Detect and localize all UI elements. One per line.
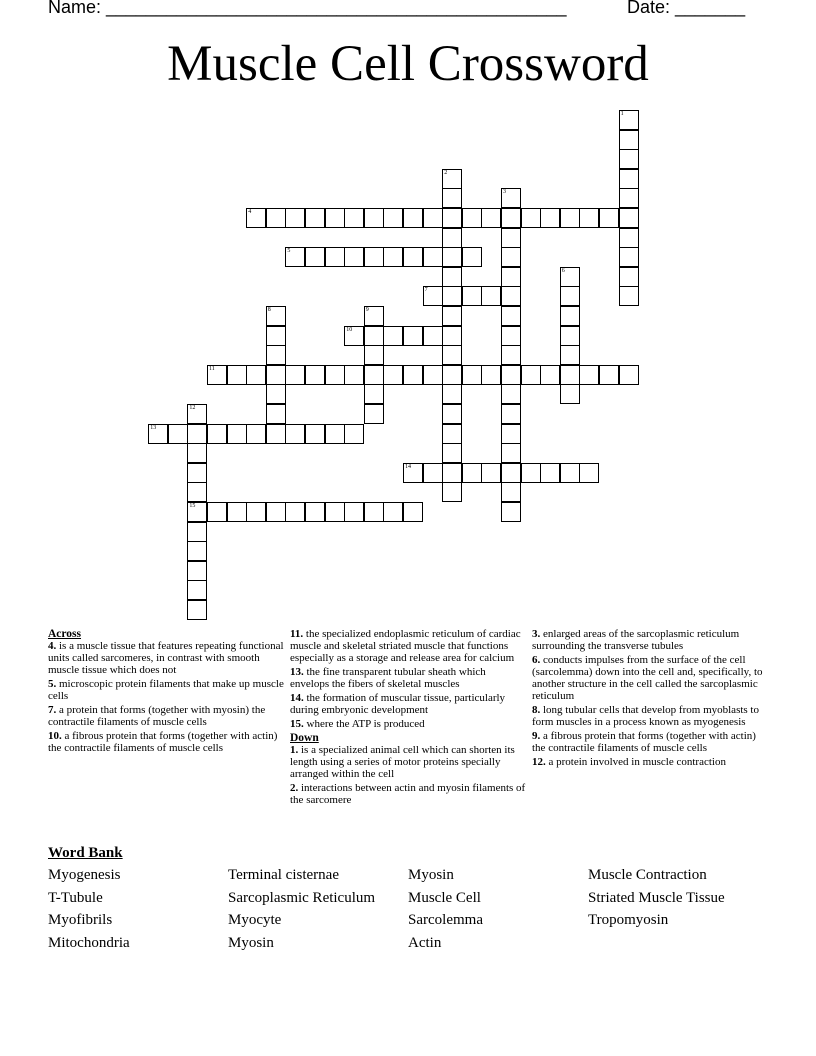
crossword-cell[interactable]	[305, 502, 325, 522]
crossword-cell[interactable]	[442, 306, 462, 326]
crossword-cell[interactable]	[619, 208, 639, 228]
crossword-cell[interactable]	[501, 188, 521, 208]
crossword-cell[interactable]	[207, 502, 227, 522]
crossword-cell[interactable]	[462, 463, 482, 483]
clue-across-4: 4. is a muscle tissue that features repeating functional units called sarcomeres, in contrast with smooth muscle tissue which does not	[48, 640, 284, 676]
crossword-cell[interactable]	[560, 326, 580, 346]
crossword-cell[interactable]	[403, 463, 423, 483]
crossword-cell[interactable]	[403, 365, 423, 385]
crossword-cell[interactable]	[305, 208, 325, 228]
word-bank-item: Myosin	[408, 867, 454, 883]
crossword-cell[interactable]	[501, 482, 521, 502]
crossword-cell[interactable]	[246, 208, 266, 228]
crossword-cell[interactable]	[344, 326, 364, 346]
crossword-cell[interactable]	[423, 326, 443, 346]
cell-number: 13	[150, 424, 157, 431]
crossword-cell[interactable]	[325, 424, 345, 444]
crossword-cell[interactable]	[207, 424, 227, 444]
crossword-cell[interactable]	[619, 149, 639, 169]
crossword-cell[interactable]	[285, 247, 305, 267]
clue-across-15: 15. where the ATP is produced	[290, 718, 425, 730]
crossword-cell[interactable]	[207, 365, 227, 385]
crossword-cell[interactable]	[187, 561, 207, 581]
crossword-cell[interactable]	[501, 286, 521, 306]
crossword-cell[interactable]	[442, 267, 462, 287]
word-bank-item: Muscle Contraction	[588, 867, 707, 883]
crossword-cell[interactable]	[403, 502, 423, 522]
crossword-cell[interactable]	[266, 345, 286, 365]
crossword-cell[interactable]	[266, 502, 286, 522]
crossword-cell[interactable]	[383, 326, 403, 346]
crossword-cell[interactable]	[266, 424, 286, 444]
date-field-label: Date: _______	[627, 0, 746, 17]
word-bank-item: Myosin	[228, 935, 274, 951]
crossword-cell[interactable]	[423, 208, 443, 228]
cell-number: 10	[346, 326, 353, 333]
crossword-cell[interactable]	[501, 345, 521, 365]
crossword-cell[interactable]	[481, 365, 501, 385]
cell-number: 8	[267, 307, 271, 313]
crossword-cell[interactable]	[619, 365, 639, 385]
crossword-cell[interactable]	[403, 326, 423, 346]
clue-down-3: 3. enlarged areas of the sarcoplasmic reticulum surrounding the transverse tubules	[532, 628, 740, 652]
crossword-cell[interactable]	[599, 208, 619, 228]
crossword-cell[interactable]	[423, 286, 443, 306]
crossword-cell[interactable]	[423, 247, 443, 267]
crossword-cell[interactable]	[344, 247, 364, 267]
clue-across-13: 13. the fine transparent tubular sheath which envelops the fibers of skeletal muscles	[290, 666, 486, 690]
crossword-cell[interactable]	[364, 306, 384, 326]
crossword-cell[interactable]	[364, 208, 384, 228]
crossword-cell[interactable]	[344, 208, 364, 228]
crossword-cell[interactable]	[305, 424, 325, 444]
clue-down-12: 12. a protein involved in muscle contraction	[532, 756, 726, 768]
crossword-cell[interactable]	[305, 365, 325, 385]
clues-column-1	[48, 628, 284, 756]
crossword-cell[interactable]	[481, 208, 501, 228]
cell-number: 2	[444, 169, 448, 176]
crossword-cell[interactable]	[599, 365, 619, 385]
word-bank-item: Sarcolemma	[408, 912, 483, 928]
crossword-cell[interactable]	[579, 208, 599, 228]
crossword-cell[interactable]	[227, 502, 247, 522]
clue-across-5: 5. microscopic protein filaments that make up muscle cells	[48, 678, 284, 702]
crossword-cell[interactable]	[540, 208, 560, 228]
crossword-cell[interactable]	[423, 365, 443, 385]
crossword-cell[interactable]	[521, 463, 541, 483]
crossword-cell[interactable]	[187, 443, 207, 463]
crossword-cell[interactable]	[521, 208, 541, 228]
across-heading: Across	[48, 628, 82, 640]
clue-across-10: 10. a fibrous protein that forms (together with actin) the contractile filaments of muscle cells	[48, 730, 278, 754]
crossword-cell[interactable]	[619, 130, 639, 150]
crossword-cell[interactable]	[560, 286, 580, 306]
crossword-cell[interactable]	[187, 541, 207, 561]
crossword-cell[interactable]	[442, 208, 462, 228]
word-bank-item: T-Tubule	[48, 890, 103, 906]
crossword-cell[interactable]	[619, 169, 639, 189]
crossword-cell[interactable]	[364, 326, 384, 346]
crossword-cell[interactable]	[619, 188, 639, 208]
crossword-cell[interactable]	[344, 424, 364, 444]
crossword-cell[interactable]	[481, 463, 501, 483]
crossword-cell[interactable]	[364, 345, 384, 365]
clues-column-3	[532, 628, 768, 770]
cell-number: 6	[561, 267, 565, 274]
crossword-cell[interactable]	[462, 208, 482, 228]
crossword-cell[interactable]	[383, 365, 403, 385]
crossword-cell[interactable]	[462, 247, 482, 267]
crossword-cell[interactable]	[266, 404, 286, 424]
cell-number: 9	[365, 307, 369, 313]
crossword-cell[interactable]	[266, 306, 286, 326]
crossword-cell[interactable]	[501, 326, 521, 346]
crossword-cell[interactable]	[442, 169, 462, 189]
crossword-cell[interactable]	[325, 502, 345, 522]
cell-number: 1	[620, 111, 624, 117]
word-bank-item: Sarcoplasmic Reticulum	[228, 890, 376, 906]
crossword-cell[interactable]	[481, 286, 501, 306]
clue-across-11: 11. the specialized endoplasmic reticulum of cardiac muscle and skeletal striated muscle that functions especially as a storage and release area for calcium	[290, 628, 521, 664]
crossword-cell[interactable]	[501, 208, 521, 228]
crossword-cell[interactable]	[560, 345, 580, 365]
crossword-cell[interactable]	[521, 365, 541, 385]
crossword-cell[interactable]	[364, 247, 384, 267]
crossword-cell[interactable]	[442, 424, 462, 444]
word-bank-item: Myocyte	[228, 912, 282, 928]
crossword-cell[interactable]	[266, 365, 286, 385]
crossword-cell[interactable]	[442, 482, 462, 502]
crossword-cell[interactable]	[364, 502, 384, 522]
crossword-cell[interactable]	[344, 365, 364, 385]
crossword-cell[interactable]	[501, 404, 521, 424]
crossword-cell[interactable]	[501, 463, 521, 483]
crossword-cell[interactable]	[442, 404, 462, 424]
crossword-cell[interactable]	[442, 384, 462, 404]
crossword-cell[interactable]	[560, 463, 580, 483]
word-bank-item: Myofibrils	[48, 912, 113, 928]
crossword-cell[interactable]	[442, 326, 462, 346]
cell-number: 7	[424, 287, 428, 294]
crossword-cell[interactable]	[325, 247, 345, 267]
crossword-cell[interactable]	[187, 580, 207, 600]
name-field-label: Name: ______________________________________________	[48, 0, 567, 17]
crossword-cell[interactable]	[148, 424, 168, 444]
word-bank-item: Striated Muscle Tissue	[588, 890, 725, 906]
crossword-cell[interactable]	[246, 424, 266, 444]
crossword-cell[interactable]	[442, 443, 462, 463]
clue-down-9: 9. a fibrous protein that forms (together with actin) the contractile filaments of muscle cells	[532, 730, 756, 754]
crossword-cell[interactable]	[442, 188, 462, 208]
crossword-cell[interactable]	[364, 404, 384, 424]
crossword-cell[interactable]	[501, 384, 521, 404]
crossword-cell[interactable]	[462, 286, 482, 306]
crossword-cell[interactable]	[285, 365, 305, 385]
clue-down-6: 6. conducts impulses from the surface of the cell (sarcolemma) down into the cell and, specifically, to another structure in the cell called the sarcoplasmic reticulum	[532, 654, 763, 702]
crossword-cell[interactable]	[266, 208, 286, 228]
clues-column-2	[290, 628, 526, 808]
crossword-cell[interactable]	[227, 424, 247, 444]
crossword-cell[interactable]	[501, 365, 521, 385]
crossword-cell[interactable]	[501, 502, 521, 522]
crossword-cell[interactable]	[442, 247, 462, 267]
crossword-cell[interactable]	[246, 502, 266, 522]
word-bank-item: Mitochondria	[48, 935, 130, 951]
crossword-cell[interactable]	[325, 365, 345, 385]
crossword-cell[interactable]	[560, 208, 580, 228]
crossword-cell[interactable]	[285, 208, 305, 228]
clue-down-2: 2. interactions between actin and myosin filaments of the sarcomere	[290, 782, 526, 806]
crossword-cell[interactable]	[501, 443, 521, 463]
crossword-cell[interactable]	[442, 345, 462, 365]
crossword-cell[interactable]	[579, 365, 599, 385]
crossword-cell[interactable]	[442, 365, 462, 385]
word-bank-title: Word Bank	[48, 845, 123, 861]
clue-down-8: 8. long tubular cells that develop from myoblasts to form muscles in a process known as myogenesis	[532, 704, 759, 728]
crossword-cell[interactable]	[619, 110, 639, 130]
clue-down-1: 1. is a specialized animal cell which can shorten its length using a series of motor proteins specially arranged within the cell	[290, 744, 515, 780]
crossword-cell[interactable]	[442, 228, 462, 248]
word-bank-item: Myogenesis	[48, 867, 121, 883]
crossword-cell[interactable]	[619, 247, 639, 267]
crossword-cell[interactable]	[501, 424, 521, 444]
crossword-cell[interactable]	[560, 306, 580, 326]
crossword-cell[interactable]	[579, 463, 599, 483]
word-bank-item: Muscle Cell	[408, 890, 481, 906]
clue-across-7: 7. a protein that forms (together with myosin) the contractile filaments of muscle cells	[48, 704, 266, 728]
crossword-cell[interactable]	[423, 463, 443, 483]
crossword-cell[interactable]	[266, 384, 286, 404]
crossword-cell[interactable]	[187, 463, 207, 483]
crossword-cell[interactable]	[227, 365, 247, 385]
crossword-cell[interactable]	[285, 424, 305, 444]
crossword-cell[interactable]	[305, 247, 325, 267]
crossword-cell[interactable]	[403, 208, 423, 228]
word-bank-item: Terminal cisternae	[228, 867, 339, 883]
cell-number: 14	[405, 463, 411, 470]
crossword-cell[interactable]	[325, 208, 345, 228]
crossword-cell[interactable]	[442, 463, 462, 483]
crossword-cell[interactable]	[187, 502, 207, 522]
crossword-cell[interactable]	[501, 228, 521, 248]
down-heading: Down	[290, 732, 319, 744]
crossword-cell[interactable]	[187, 424, 207, 444]
crossword-cell[interactable]	[442, 286, 462, 306]
crossword-cell[interactable]	[344, 502, 364, 522]
cell-number: 15	[189, 503, 196, 509]
cell-number: 11	[209, 365, 215, 372]
crossword-cell[interactable]	[364, 384, 384, 404]
crossword-cell[interactable]	[619, 228, 639, 248]
crossword-cell[interactable]	[619, 267, 639, 287]
crossword-cell[interactable]	[383, 247, 403, 267]
word-bank-item: Tropomyosin	[588, 912, 669, 928]
crossword-cell[interactable]	[246, 365, 266, 385]
crossword-cell[interactable]	[187, 404, 207, 424]
crossword-cell[interactable]	[560, 267, 580, 287]
crossword-cell[interactable]	[501, 247, 521, 267]
crossword-cell[interactable]	[285, 502, 305, 522]
word-bank-item: Actin	[408, 935, 442, 951]
crossword-cell[interactable]	[501, 267, 521, 287]
crossword-cell[interactable]	[383, 502, 403, 522]
crossword-cell[interactable]	[187, 482, 207, 502]
crossword-cell[interactable]	[403, 247, 423, 267]
cell-number: 12	[189, 405, 196, 411]
crossword-cell[interactable]	[462, 365, 482, 385]
crossword-cell[interactable]	[560, 365, 580, 385]
crossword-cell[interactable]	[619, 286, 639, 306]
cell-number: 3	[503, 189, 506, 196]
crossword-cell[interactable]	[364, 365, 384, 385]
crossword-cell[interactable]	[540, 365, 560, 385]
crossword-cell[interactable]	[168, 424, 188, 444]
cell-number: 5	[287, 248, 291, 255]
page-title: Muscle Cell Crossword	[167, 36, 649, 92]
crossword-cell[interactable]	[187, 600, 207, 620]
crossword-cell[interactable]	[501, 306, 521, 326]
crossword-cell[interactable]	[187, 522, 207, 542]
clue-across-14: 14. the formation of muscular tissue, particularly during embryonic development	[290, 692, 506, 716]
crossword-cell[interactable]	[560, 384, 580, 404]
cell-number: 4	[248, 209, 252, 215]
crossword-cell[interactable]	[383, 208, 403, 228]
crossword-cell[interactable]	[540, 463, 560, 483]
crossword-cell[interactable]	[266, 326, 286, 346]
